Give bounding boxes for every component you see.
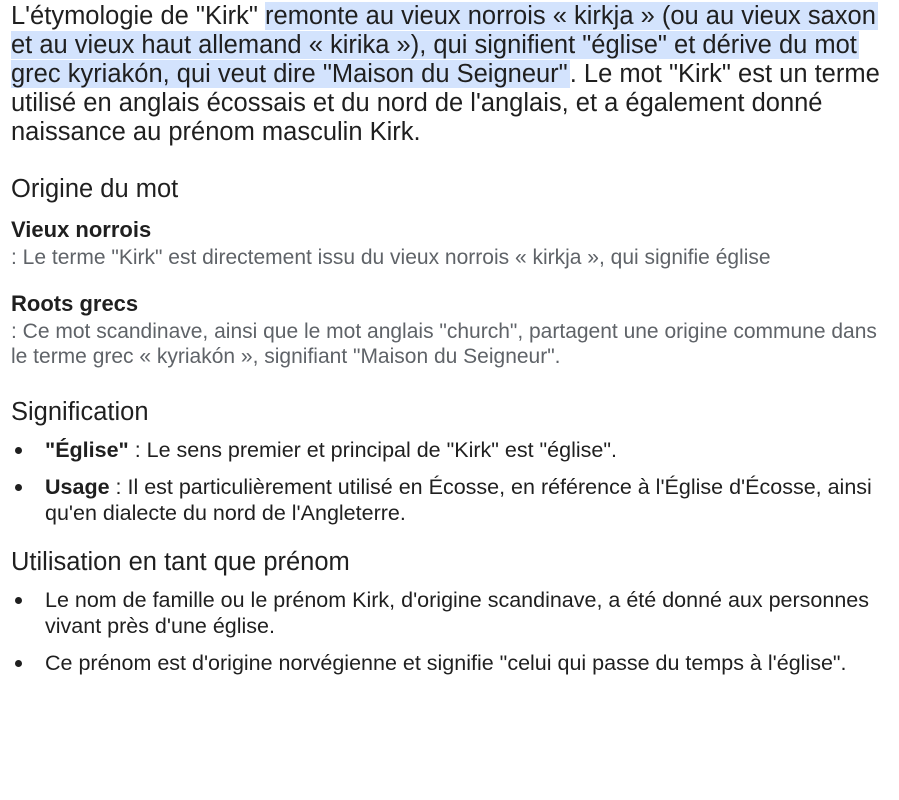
list-item bbox=[11, 437, 891, 463]
list-item bbox=[11, 474, 891, 526]
text-roots-grecs: : Ce mot scandinave, ainsi que le mot anglais "church", partagent une origine commune dans le terme grec « kyriakón », signifiant "Maison du Seigneur". bbox=[11, 320, 877, 368]
list-item bbox=[11, 650, 891, 676]
bullet-icon bbox=[15, 660, 22, 667]
list-prenom bbox=[11, 587, 891, 676]
list-signification bbox=[11, 437, 891, 526]
text-vieux-norrois: : Le terme "Kirk" est directement issu du vieux norrois « kirkja », qui signifie église bbox=[11, 246, 771, 269]
prenom-item-text: Ce prénom est d'origine norvégienne et signifie "celui qui passe du temps à l'église". bbox=[45, 651, 847, 675]
heading-utilisation-prenom: Utilisation en tant que prénom bbox=[11, 548, 350, 576]
term-eglise: "Église" bbox=[45, 438, 129, 462]
bullet-icon bbox=[15, 597, 22, 604]
subheading-vieux-norrois: Vieux norrois bbox=[11, 217, 152, 242]
document bbox=[11, 0, 891, 687]
subheading-roots-grecs: Roots grecs bbox=[11, 291, 139, 316]
intro-text-end: . Le mot "Kirk" est un terme utilisé en anglais écossais et du nord de l'anglais, et a également donné naissance au prénom masculin Kirk. bbox=[11, 60, 880, 146]
intro-highlighted-text[interactable]: remonte au vieux norrois « kirkja » (ou au vieux saxon et au vieux haut allemand « kirika »), qui signifient "église" et dérive du mot grec kyriakón, qui veut dire "Maison du Seigneur" bbox=[11, 2, 876, 88]
list-item bbox=[11, 587, 891, 639]
definition-eglise: : Le sens premier et principal de "Kirk" est "église". bbox=[128, 438, 617, 462]
heading-origine-du-mot: Origine du mot bbox=[11, 175, 179, 203]
definition-usage: : Il est particulièrement utilisé en Écosse, en référence à l'Église d'Écosse, ainsi qu'en dialecte du nord de l'Angleterre. bbox=[45, 475, 872, 525]
intro-text-start: L'étymologie de "Kirk" bbox=[11, 2, 266, 30]
heading-signification: Signification bbox=[11, 398, 149, 426]
term-usage: Usage bbox=[45, 475, 110, 499]
bullet-icon bbox=[15, 484, 22, 491]
intro-paragraph bbox=[11, 0, 891, 147]
bullet-icon bbox=[15, 447, 22, 454]
prenom-item-text: Le nom de famille ou le prénom Kirk, d'origine scandinave, a été donné aux personnes vivant près d'une église. bbox=[45, 588, 870, 638]
